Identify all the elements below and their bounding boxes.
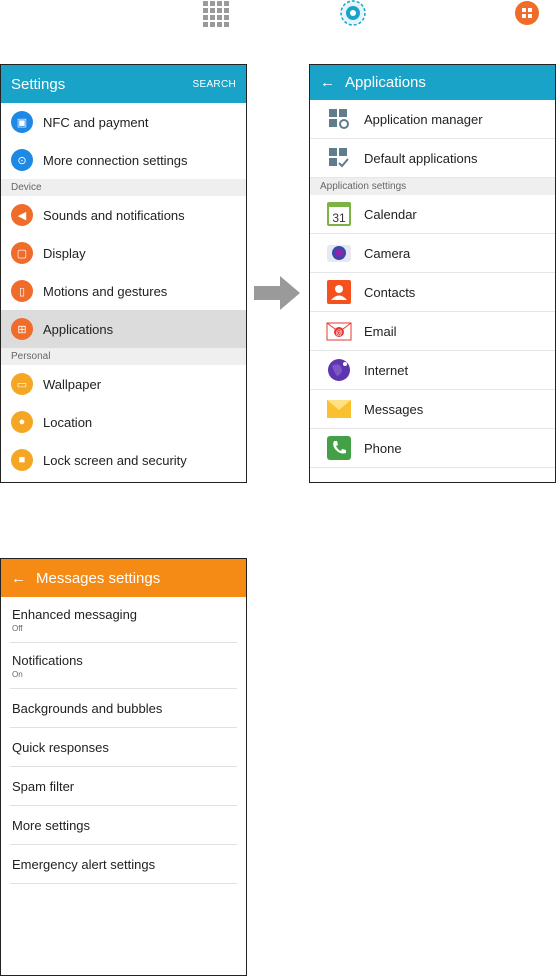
camera-icon xyxy=(326,240,352,266)
settings-item-label: NFC and payment xyxy=(43,114,149,130)
setting-label: Emergency alert settings xyxy=(12,856,156,872)
back-arrow-icon[interactable]: ← xyxy=(11,569,26,587)
connection-icon: ⊙ xyxy=(11,149,33,171)
settings-item-label: Display xyxy=(43,245,86,261)
section-header-application-settings: Application settings xyxy=(310,178,555,195)
messages-setting-notifications[interactable] xyxy=(10,643,237,689)
setting-label: Backgrounds and bubbles xyxy=(12,700,163,716)
messages-setting-more-settings[interactable] xyxy=(10,806,237,845)
applications-icon: ⊞ xyxy=(11,318,33,340)
settings-item-label: Sounds and notifications xyxy=(43,207,185,223)
messages-setting-quick-responses[interactable] xyxy=(10,728,237,767)
messages-setting-enhanced-messaging[interactable] xyxy=(10,597,237,643)
messages-settings-screen xyxy=(0,558,247,976)
settings-app-bar xyxy=(1,65,246,103)
applications-icon xyxy=(514,0,540,26)
app-item-label: Contacts xyxy=(364,284,416,300)
setting-status: Off xyxy=(12,623,23,633)
app-item-email[interactable] xyxy=(310,312,555,351)
setting-label: Quick responses xyxy=(12,739,109,755)
settings-item-label: Lock screen and security xyxy=(43,452,187,468)
app-item-messages[interactable] xyxy=(310,390,555,429)
calendar-day: 31 xyxy=(332,211,346,225)
app-item-phone[interactable] xyxy=(310,429,555,468)
lock-icon: ■ xyxy=(11,449,33,471)
settings-item-sounds-and-notifications[interactable] xyxy=(1,196,246,234)
app-item-label: Application manager xyxy=(364,111,483,127)
setting-label: Notifications xyxy=(12,652,83,668)
app-item-label: Camera xyxy=(364,245,411,261)
applications-screen xyxy=(309,64,556,483)
messages-app-bar xyxy=(1,559,246,597)
wallpaper-icon: ▭ xyxy=(11,373,33,395)
settings-item-label: Applications xyxy=(43,321,114,337)
apps-icon xyxy=(203,1,229,27)
applications-app-bar xyxy=(310,65,555,100)
volume-icon: ◀ xyxy=(11,204,33,226)
display-icon: ▢ xyxy=(11,242,33,264)
arrow-right-icon xyxy=(254,276,302,315)
app-item-calendar[interactable] xyxy=(310,195,555,234)
settings-item-label: Wallpaper xyxy=(43,376,102,392)
settings-item-motions-and-gestures[interactable] xyxy=(1,272,246,310)
section-header-device: Device xyxy=(1,179,246,196)
app-item-label: Email xyxy=(364,323,397,339)
settings-item-nfc-and-payment[interactable] xyxy=(1,103,246,141)
messages-setting-spam-filter[interactable] xyxy=(10,767,237,806)
nfc-icon: ▣ xyxy=(11,111,33,133)
setting-label: Spam filter xyxy=(12,778,75,794)
back-arrow-icon[interactable]: ← xyxy=(320,74,335,91)
email-icon xyxy=(326,318,352,344)
location-icon: ● xyxy=(11,411,33,433)
settings-item-wallpaper[interactable] xyxy=(1,365,246,403)
settings-item-display[interactable] xyxy=(1,234,246,272)
app-manager-icon xyxy=(326,106,352,132)
settings-item-label: More connection settings xyxy=(43,152,188,168)
messages-icon xyxy=(326,396,352,422)
setting-label: More settings xyxy=(12,817,91,833)
page-title: Messages settings xyxy=(36,569,161,587)
settings-item-applications[interactable] xyxy=(1,310,246,348)
app-item-internet[interactable] xyxy=(310,351,555,390)
default-apps-icon xyxy=(326,145,352,171)
messages-setting-backgrounds-and-bubbles[interactable] xyxy=(10,689,237,728)
setting-status: On xyxy=(12,669,23,679)
app-item-label: Default applications xyxy=(364,150,478,166)
app-item-camera[interactable] xyxy=(310,234,555,273)
settings-item-label: Location xyxy=(43,414,93,430)
page-title: Settings xyxy=(11,75,66,93)
calendar-icon xyxy=(326,201,352,227)
app-item-default-applications[interactable] xyxy=(310,139,555,178)
motion-icon: ▯ xyxy=(11,280,33,302)
svg-text:@: @ xyxy=(335,330,343,337)
settings-item-more-connection-settings[interactable] xyxy=(1,141,246,179)
setting-label: Enhanced messaging xyxy=(12,606,138,622)
contacts-icon xyxy=(326,279,352,305)
page-title: Applications xyxy=(345,74,426,91)
app-item-label: Calendar xyxy=(364,206,417,222)
app-item-label: Messages xyxy=(364,401,424,417)
messages-setting-emergency-alert-settings[interactable] xyxy=(10,845,237,884)
settings-item-lock-screen-and-security[interactable] xyxy=(1,441,246,479)
app-item-application-manager[interactable] xyxy=(310,100,555,139)
internet-icon xyxy=(326,357,352,383)
app-item-contacts[interactable] xyxy=(310,273,555,312)
settings-item-label: Motions and gestures xyxy=(43,283,168,299)
settings-item-location[interactable] xyxy=(1,403,246,441)
settings-gear-icon xyxy=(340,0,366,26)
phone-icon xyxy=(326,435,352,461)
settings-screen xyxy=(0,64,247,483)
app-item-label: Phone xyxy=(364,440,402,456)
app-item-label: Internet xyxy=(364,362,409,378)
section-header-personal: Personal xyxy=(1,348,246,365)
search-button[interactable]: SEARCH xyxy=(192,78,236,90)
